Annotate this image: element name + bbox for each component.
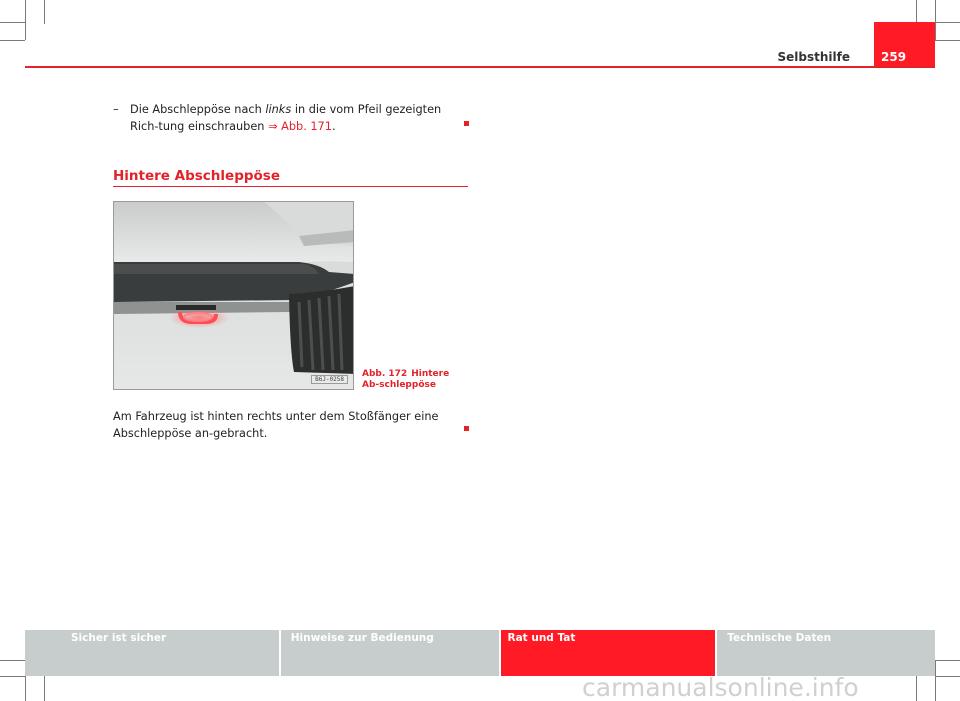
crop-mark — [0, 660, 25, 661]
crop-mark — [0, 40, 25, 41]
crop-mark — [916, 0, 917, 24]
figure-caption-number: Abb. 172 — [362, 369, 408, 379]
section-heading: Hintere Abschleppöse — [113, 168, 280, 184]
body-paragraph: Am Fahrzeug ist hinten rechts unter dem Stoßfänger eine Abschleppöse an-gebracht. — [113, 410, 439, 440]
watermark: carmanualsonline.info — [582, 673, 859, 701]
page-number: 259 — [881, 50, 907, 64]
crop-mark — [935, 22, 960, 23]
crop-mark — [935, 0, 936, 40]
crop-mark — [935, 660, 960, 661]
instruction-text-part: . — [331, 120, 336, 133]
crop-mark — [0, 676, 25, 677]
crop-mark — [44, 676, 45, 701]
crop-mark — [935, 40, 960, 41]
section-end-marker — [464, 121, 469, 126]
crop-mark — [44, 0, 45, 24]
header-rule — [25, 66, 935, 68]
figure-code: B6J-0258 — [311, 375, 348, 384]
tab-sicher-ist-sicher[interactable]: Sicher ist sicher — [25, 630, 279, 676]
tab-hinweise-zur-bedienung[interactable]: Hinweise zur Bedienung — [279, 630, 499, 676]
car-rear-illustration — [114, 202, 354, 390]
bullet-dash: – — [113, 103, 119, 116]
crop-mark — [25, 0, 26, 40]
rear-tow-eye-figure — [113, 201, 354, 390]
instruction-text-part: in die vom Pfeil gezeigten Rich-tung einschrauben — [130, 103, 442, 133]
section-heading-rule — [113, 186, 468, 187]
instruction-emphasis: links — [265, 103, 292, 116]
instruction-text-part: Die Abschleppöse nach — [130, 103, 266, 116]
figure-caption — [362, 369, 468, 391]
instruction-text — [130, 101, 468, 135]
figure-reference-link[interactable]: ⇒ Abb. 171 — [268, 120, 332, 133]
section-end-marker — [464, 426, 469, 431]
crop-mark — [935, 676, 960, 677]
instruction-step — [113, 101, 468, 135]
tab-technische-daten[interactable]: Technische Daten — [715, 630, 935, 676]
figure-caption-text: Hintere Ab-schleppöse — [362, 369, 450, 390]
crop-mark — [0, 22, 25, 23]
crop-mark — [935, 660, 936, 701]
tab-rat-und-tat[interactable]: Rat und Tat — [499, 630, 716, 676]
crop-mark — [916, 676, 917, 701]
chapter-tabs — [25, 630, 935, 676]
running-header-title: Selbsthilfe — [777, 50, 850, 64]
